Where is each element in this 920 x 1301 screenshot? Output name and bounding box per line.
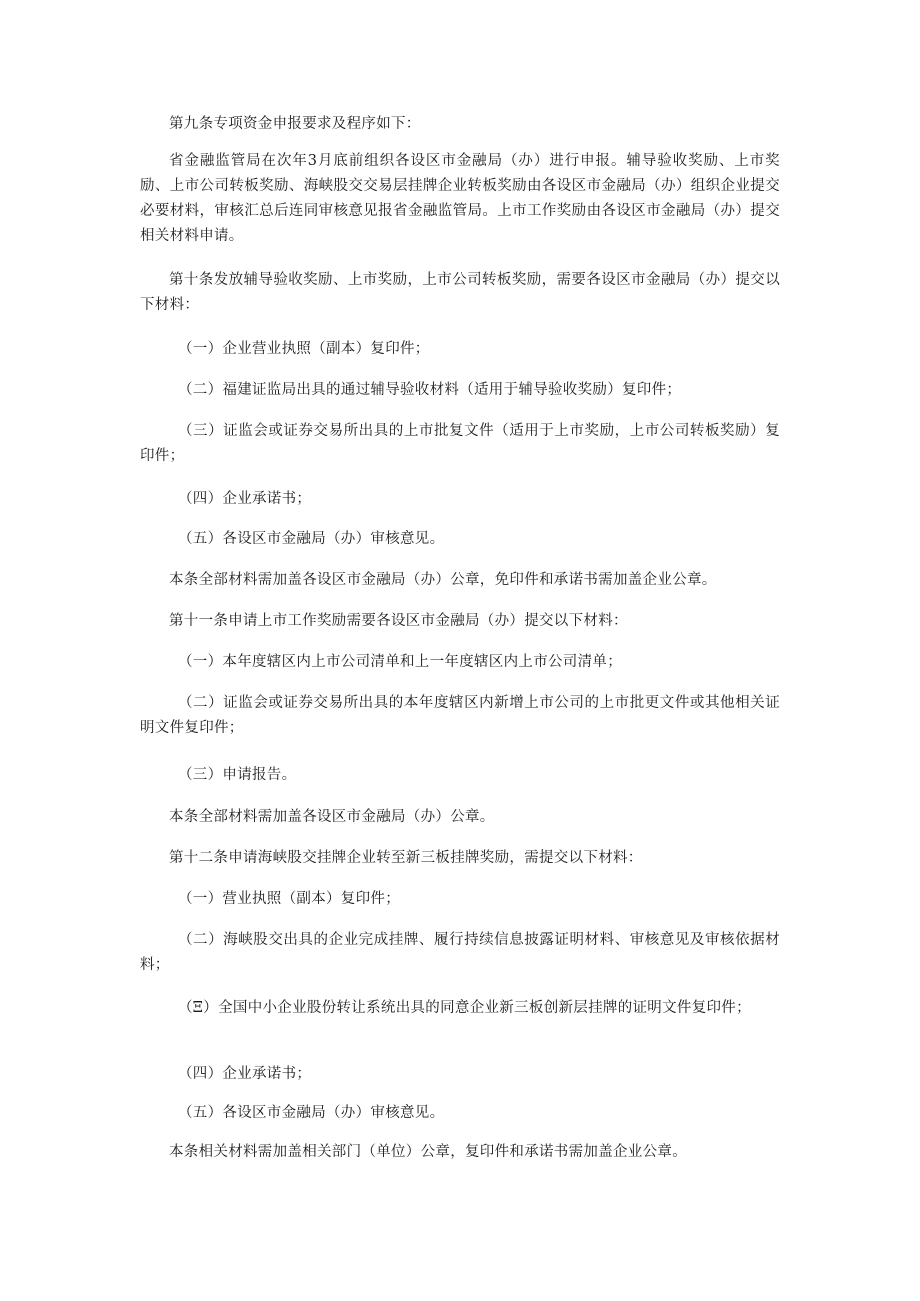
article-12-heading: 第十二条申请海峡股交挂牌企业转至新三板挂牌奖励，需提交以下材料： bbox=[169, 850, 643, 866]
article-11-note: 本条全部材料需加盖各设区市金融局（办）公章。 bbox=[169, 809, 495, 825]
article-11-heading: 第十一条申请上市工作奖励需要各设区市金融局（办）提交以下材料： bbox=[169, 613, 628, 629]
article-12-item-4: （四）企业承诺书； bbox=[178, 1066, 312, 1082]
article-12-item-2: （二）海峡股交出具的企业完成挂牌、履行持续信息披露证明材料、审核意见及审核依据材料； bbox=[140, 932, 780, 973]
article-9-body: 省金融监管局在次年3月底前组织各设区市金融局（办）进行申报。辅导验收奖励、上市奖励、上市公司转板奖励、海峡股交交易层挂牌企业转板奖励由各设区市金融局（办）组织企业提交必要材料，审核汇总后连同审核意见报省金融监管局。上市工作奖励由各设区市金融局（办）提交相关材料申请。 bbox=[140, 153, 780, 244]
article-10-item-4: （四）企业承诺书； bbox=[178, 491, 312, 507]
article-11-item-3: （三）申请报告。 bbox=[178, 767, 297, 783]
article-9-heading: 第九条专项资金申报要求及程序如下： bbox=[169, 116, 421, 132]
article-12-item-1: （一）营业执照（副本）复印件； bbox=[178, 891, 400, 907]
article-11-item-2: （二）证监会或证券交易所出具的本年度辖区内新增上市公司的上市批更文件或其他相关证明文件复印件； bbox=[140, 695, 780, 736]
article-10-heading: 第十条发放辅导验收奖励、上市奖励，上市公司转板奖励，需要各设区市金融局（办）提交以下材料： bbox=[140, 272, 780, 313]
article-10-note: 本条全部材料需加盖各设区市金融局（办）公章，免印件和承诺书需加盖企业公章。 bbox=[169, 572, 717, 588]
article-12-item-3: （Ξ）全国中小企业股份转让系统出具的同意企业新三板创新层挂牌的证明文件复印件； bbox=[178, 1000, 751, 1016]
article-10-item-2: （二）福建证监局出具的通过辅导验收材料（适用于辅导验收奖励）复印件； bbox=[178, 382, 682, 398]
article-12-note: 本条相关材料需加盖相关部门（单位）公章，复印件和承诺书需加盖企业公章。 bbox=[169, 1144, 687, 1160]
article-10-item-3: （三）证监会或证券交易所出具的上市批复文件（适用于上市奖励，上市公司转板奖励）复印件； bbox=[140, 423, 780, 464]
article-12-item-5: （五）各设区市金融局（办）审核意见。 bbox=[178, 1105, 445, 1121]
article-10-item-5: （五）各设区市金融局（办）审核意见。 bbox=[178, 531, 445, 547]
article-11-item-1: （一）本年度辖区内上市公司清单和上一年度辖区内上市公司清单； bbox=[178, 654, 622, 670]
article-10-item-1: （一）企业营业执照（副本）复印件； bbox=[178, 341, 430, 357]
